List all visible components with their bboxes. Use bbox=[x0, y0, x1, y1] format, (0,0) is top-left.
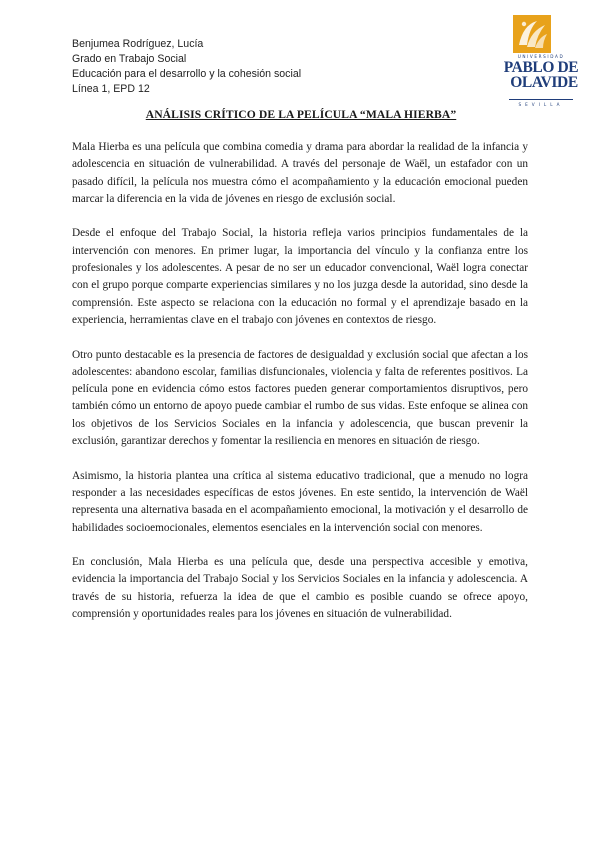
document-body bbox=[72, 139, 528, 641]
course-line: Educación para el desarrollo y la cohesión social bbox=[72, 68, 302, 80]
logo-city-label: SEVILLA bbox=[518, 102, 564, 107]
group-line: Línea 1, EPD 12 bbox=[72, 83, 150, 95]
university-emblem-icon bbox=[513, 15, 551, 53]
logo-divider bbox=[509, 99, 573, 100]
paragraph-social-work: Desde el enfoque del Trabajo Social, la historia refleja varios principios fundamentales de la intervención con menores. En primer lugar, la importancia del vínculo y la confianza entre los profesionales y los adolescentes. A pesar de no ser un educador convencional, Waël logra conectar con el grupo porque comparte experiencias similares y no los juzga desde la autoridad, sino desde la comprensión. Este aspecto se relaciona con la educación no formal y el aprendizaje basado en la experiencia, herramientas clave en el trabajo con jóvenes en contextos de riesgo. bbox=[72, 227, 528, 326]
logo-name-line2: OLAVIDE bbox=[510, 74, 578, 91]
document-title: ANÁLISIS CRÍTICO DE LA PELÍCULA “MALA HIERBA” bbox=[145, 108, 457, 121]
author-header bbox=[72, 37, 301, 97]
author-name: Benjumea Rodríguez, Lucía bbox=[72, 38, 204, 50]
university-logo bbox=[503, 15, 579, 107]
paragraph-inequality: Otro punto destacable es la presencia de factores de desigualdad y exclusión social que afectan a los adolescentes: abandono escolar, familias disfuncionales, violencia y falta de referentes positivos. La película pone en evidencia cómo estos factores pueden generar comportamientos disruptivos, pero también cómo un entorno de apoyo puede cambiar el rumbo de sus vidas. Este enfoque se alinea con los objetivos de los Servicios Sociales en la infancia y adolescencia, que buscan prevenir la exclusión, garantizar derechos y fomentar la resiliencia en menores en situación de riesgo. bbox=[72, 348, 528, 448]
paragraph-intro: Mala Hierba es una película que combina comedia y drama para abordar la realidad de la infancia y adolescencia en situación de vulnerabilidad. A través del personaje de Waël, un estafador con un pasado difícil, la película nos muestra cómo el acompañamiento y la educación emocional pueden marcar la diferencia en la vida de jóvenes en riesgo de exclusión social. bbox=[72, 141, 528, 205]
logo-name-line1: PABLO DE bbox=[503, 59, 579, 76]
paragraph-conclusion: En conclusión, Mala Hierba es una película que, desde una perspectiva accesible y emotiva, evidencia la importancia del Trabajo Social y los Servicios Sociales en la infancia y adolescencia. A través de su historia, refuerza la idea de que el cambio es posible cuando se ofrece apoyo, comprensión y oportunidades reales para los jóvenes en situación de vulnerabilidad. bbox=[72, 556, 528, 621]
paragraph-education-critique: Asimismo, la historia plantea una crítica al sistema educativo tradicional, que a menudo no logra responder a las necesidades específicas de estos jóvenes. En este sentido, la intervención de Waël representa una alternativa basada en el acompañamiento emocional, la motivación y el desarrollo de habilidades socioemocionales, elementos esenciales en la intervención social con menores. bbox=[72, 469, 528, 534]
degree-line: Grado en Trabajo Social bbox=[72, 53, 187, 65]
logo-university-label: UNIVERSIDAD bbox=[517, 54, 565, 59]
